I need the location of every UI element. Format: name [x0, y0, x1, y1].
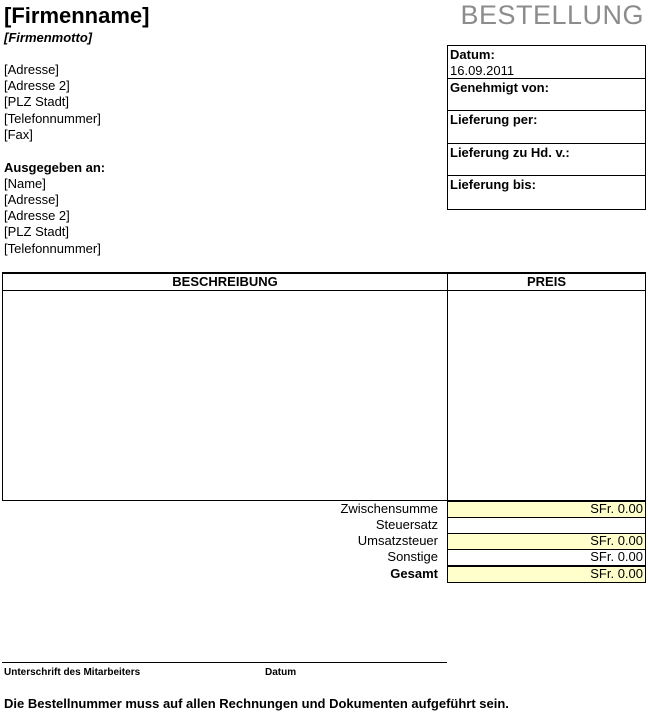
- price-cell-area[interactable]: [448, 291, 645, 500]
- company-name[interactable]: [Firmenname]: [4, 3, 150, 28]
- other-value[interactable]: SFr. 0.00: [447, 549, 646, 566]
- recipient-name[interactable]: [Name]: [4, 176, 46, 191]
- items-table: [2, 272, 646, 501]
- footer-note: Die Bestellnummer muss auf allen Rechnungen und Dokumenten aufgeführt sein.: [4, 696, 509, 711]
- subtotal-label: Zwischensumme: [340, 501, 438, 516]
- delivery-by-cell[interactable]: [448, 176, 645, 209]
- employee-signature-label: Unterschrift des Mitarbeiters: [4, 667, 141, 678]
- sales-tax-value[interactable]: SFr. 0.00: [447, 533, 646, 550]
- date-label: Datum:: [450, 47, 495, 62]
- sender-fax[interactable]: [Fax]: [4, 127, 33, 142]
- other-label: Sonstige: [387, 549, 438, 564]
- approved-by-label: Genehmigt von:: [450, 79, 549, 95]
- items-table-header: [3, 274, 645, 291]
- sales-tax-label: Umsatzsteuer: [357, 533, 438, 548]
- total-value[interactable]: SFr. 0.00: [447, 566, 646, 583]
- tax-rate-label: Steuersatz: [375, 517, 438, 532]
- signature-date-label: Datum: [265, 667, 297, 678]
- sender-phone[interactable]: [Telefonnummer]: [4, 111, 101, 126]
- delivery-via-cell[interactable]: [448, 111, 645, 144]
- subtotal-value[interactable]: SFr. 0.00: [447, 501, 646, 518]
- sender-address2[interactable]: [Adresse 2]: [4, 78, 70, 93]
- tax-rate-value[interactable]: [447, 517, 646, 534]
- order-info-box: [447, 45, 646, 210]
- company-motto[interactable]: [Firmenmotto]: [4, 30, 93, 45]
- description-cell-area[interactable]: [3, 291, 447, 500]
- total-label: Gesamt: [390, 566, 438, 581]
- recipient-address2[interactable]: [Adresse 2]: [4, 208, 70, 223]
- recipient-zip-city[interactable]: [PLZ Stadt]: [4, 224, 70, 239]
- date-cell[interactable]: [448, 46, 645, 79]
- date-value[interactable]: 16.09.2011: [450, 63, 515, 78]
- sender-zip-city[interactable]: [PLZ Stadt]: [4, 94, 70, 109]
- column-header-price: PREIS: [526, 274, 566, 289]
- delivery-by-label: Lieferung bis:: [450, 177, 536, 192]
- delivery-attn-label: Lieferung zu Hd. v.:: [450, 144, 570, 160]
- recipient-address[interactable]: [Adresse]: [4, 192, 59, 207]
- delivery-via-label: Lieferung per:: [450, 112, 538, 127]
- approved-by-cell[interactable]: [448, 79, 645, 112]
- recipient-phone[interactable]: [Telefonnummer]: [4, 241, 101, 256]
- delivery-attn-cell[interactable]: [448, 144, 645, 177]
- sender-address[interactable]: [Adresse]: [4, 62, 59, 77]
- document-title: BESTELLUNG: [460, 0, 644, 30]
- column-header-description: BESCHREIBUNG: [172, 274, 278, 289]
- signature-line: [2, 662, 447, 663]
- recipient-heading: Ausgegeben an:: [4, 160, 106, 175]
